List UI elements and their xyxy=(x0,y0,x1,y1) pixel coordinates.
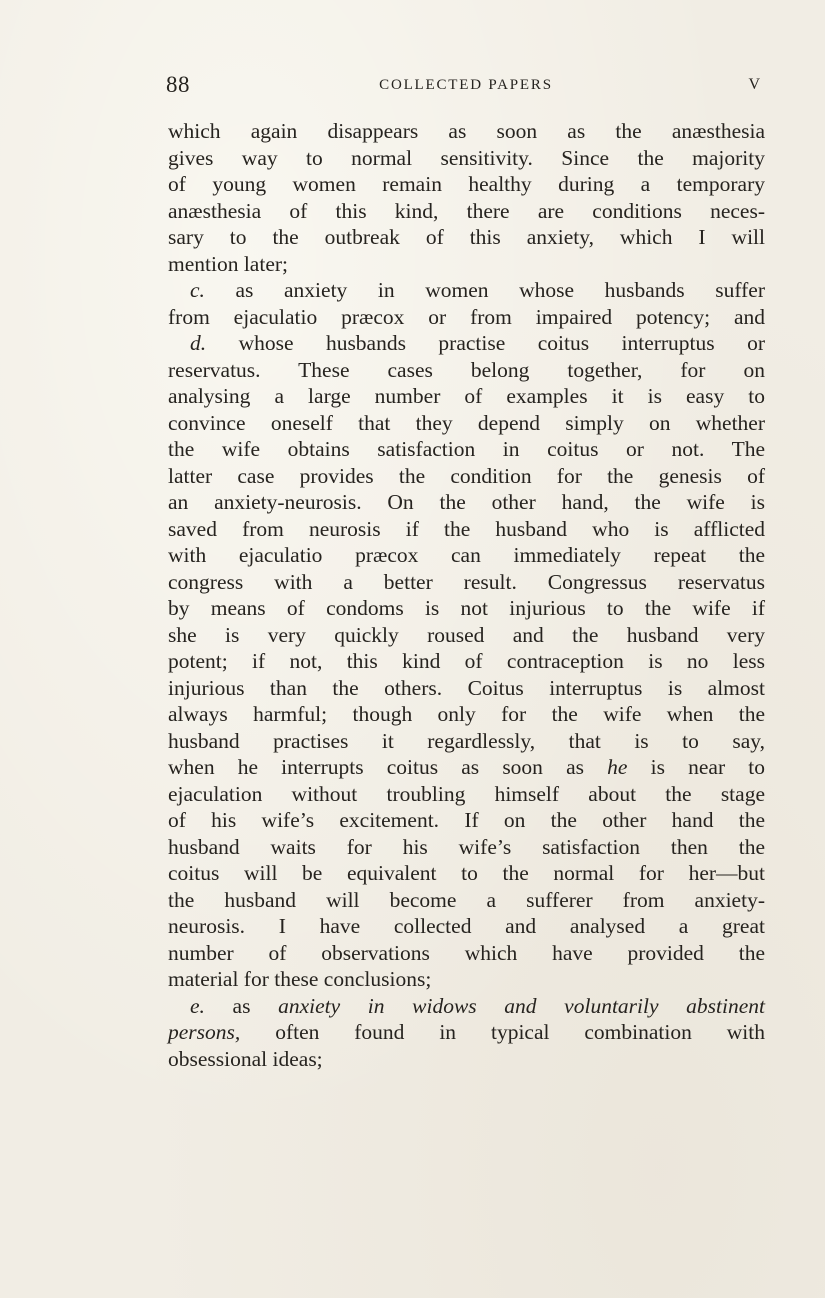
text-segment: when he interrupts coitus as soon as xyxy=(168,755,608,779)
text-line xyxy=(168,701,765,728)
text-segment: the wife obtains satisfaction in coitus or not. The xyxy=(168,437,765,461)
text-segment: husband waits for his wife’s satisfaction then the xyxy=(168,834,765,859)
text-line xyxy=(168,489,765,516)
text-segment: anæsthesia of this kind, there are conditions neces- xyxy=(168,198,765,223)
text-line xyxy=(168,781,765,808)
italic-text: anxiety in widows and voluntarily abstinent xyxy=(278,993,765,1018)
text-segment: of his wife’s excitement. If on the other hand the xyxy=(168,808,765,832)
text-segment: reservatus. These cases belong together, for on xyxy=(168,357,765,382)
text-segment: ejaculation without troubling himself about the stage xyxy=(168,781,765,806)
text-segment: latter case provides the condition for the genesis of xyxy=(168,463,765,488)
text-segment: congress with a better result. Congressus reservatus xyxy=(168,569,765,594)
page-number: 88 xyxy=(166,72,190,97)
text-segment: material for these conclusions; xyxy=(168,967,432,991)
text-segment: whose husbands practise coitus interruptus or xyxy=(206,331,765,355)
text-segment: of young women remain healthy during a temporary xyxy=(168,172,765,196)
text-line xyxy=(168,463,765,490)
text-line xyxy=(168,1019,765,1046)
text-segment: from ejaculatio præcox or from impaired potency; and xyxy=(168,304,765,329)
text-segment: always harmful; though only for the wife when the xyxy=(168,702,765,726)
text-line xyxy=(168,198,765,225)
text-segment: often found in typical combination with xyxy=(240,1020,765,1044)
text-line xyxy=(168,834,765,861)
text-line xyxy=(168,277,765,304)
body-text xyxy=(168,118,765,1072)
text-segment: coitus will be equivalent to the normal for her—but xyxy=(168,861,765,885)
running-head: COLLECTED PAPERS xyxy=(379,77,553,93)
text-line xyxy=(168,675,765,702)
italic-text: d. xyxy=(190,331,207,355)
italic-text: c. xyxy=(190,278,205,302)
text-segment: obsessional ideas; xyxy=(168,1046,323,1071)
text-line xyxy=(168,754,765,781)
text-line xyxy=(168,569,765,596)
text-segment: gives way to normal sensitivity. Since the majority xyxy=(168,145,765,170)
text-line xyxy=(168,648,765,675)
text-segment: neurosis. I have collected and analysed a great xyxy=(168,914,765,938)
text-line xyxy=(168,118,765,145)
text-line xyxy=(168,807,765,834)
text-segment: injurious than the others. Coitus interruptus is almost xyxy=(168,675,765,700)
text-line xyxy=(168,357,765,384)
text-segment: as anxiety in women whose husbands suffer xyxy=(204,278,765,302)
text-line xyxy=(168,251,765,278)
text-segment: with ejaculatio præcox can immediately repeat the xyxy=(168,543,765,567)
text-line xyxy=(168,383,765,410)
text-line xyxy=(168,304,765,331)
text-line xyxy=(168,728,765,755)
text-segment: number of observations which have provided the xyxy=(168,940,765,965)
text-line xyxy=(168,410,765,437)
text-line xyxy=(168,887,765,914)
text-segment: the husband will become a sufferer from anxiety- xyxy=(168,887,765,912)
text-line xyxy=(168,330,765,357)
text-line xyxy=(168,860,765,887)
text-segment: which again disappears as soon as the anæsthesia xyxy=(168,119,765,143)
text-line xyxy=(168,595,765,622)
text-line xyxy=(168,913,765,940)
text-segment: convince oneself that they depend simply on whether xyxy=(168,410,765,435)
text-line xyxy=(168,940,765,967)
text-segment: potent; if not, this kind of contraception is no less xyxy=(168,649,765,673)
text-line xyxy=(168,993,765,1020)
text-segment: is near to xyxy=(627,755,766,779)
italic-text: he xyxy=(607,755,628,779)
italic-text: persons, xyxy=(168,1020,241,1044)
text-segment: saved from neurosis if the husband who is afflicted xyxy=(168,516,765,541)
text-segment: by means of condoms is not injurious to the wife if xyxy=(168,596,765,620)
text-line xyxy=(168,542,765,569)
text-segment: husband practises it regardlessly, that is to say, xyxy=(168,728,765,753)
text-line xyxy=(168,436,765,463)
text-segment: as xyxy=(204,993,279,1018)
text-line xyxy=(168,171,765,198)
page-header xyxy=(166,72,766,102)
text-segment: mention later; xyxy=(168,251,289,276)
text-segment: analysing a large number of examples it is easy to xyxy=(168,384,765,408)
text-line xyxy=(168,622,765,649)
text-line xyxy=(168,516,765,543)
text-segment: sary to the outbreak of this anxiety, which I will xyxy=(168,225,765,249)
text-line xyxy=(168,966,765,993)
text-segment: an anxiety-neurosis. On the other hand, the wife is xyxy=(168,490,765,514)
text-segment: she is very quickly roused and the husband very xyxy=(168,622,765,647)
italic-text: e. xyxy=(190,993,205,1018)
text-line xyxy=(168,1046,765,1073)
section-number: V xyxy=(748,76,760,93)
text-line xyxy=(168,145,765,172)
text-line xyxy=(168,224,765,251)
